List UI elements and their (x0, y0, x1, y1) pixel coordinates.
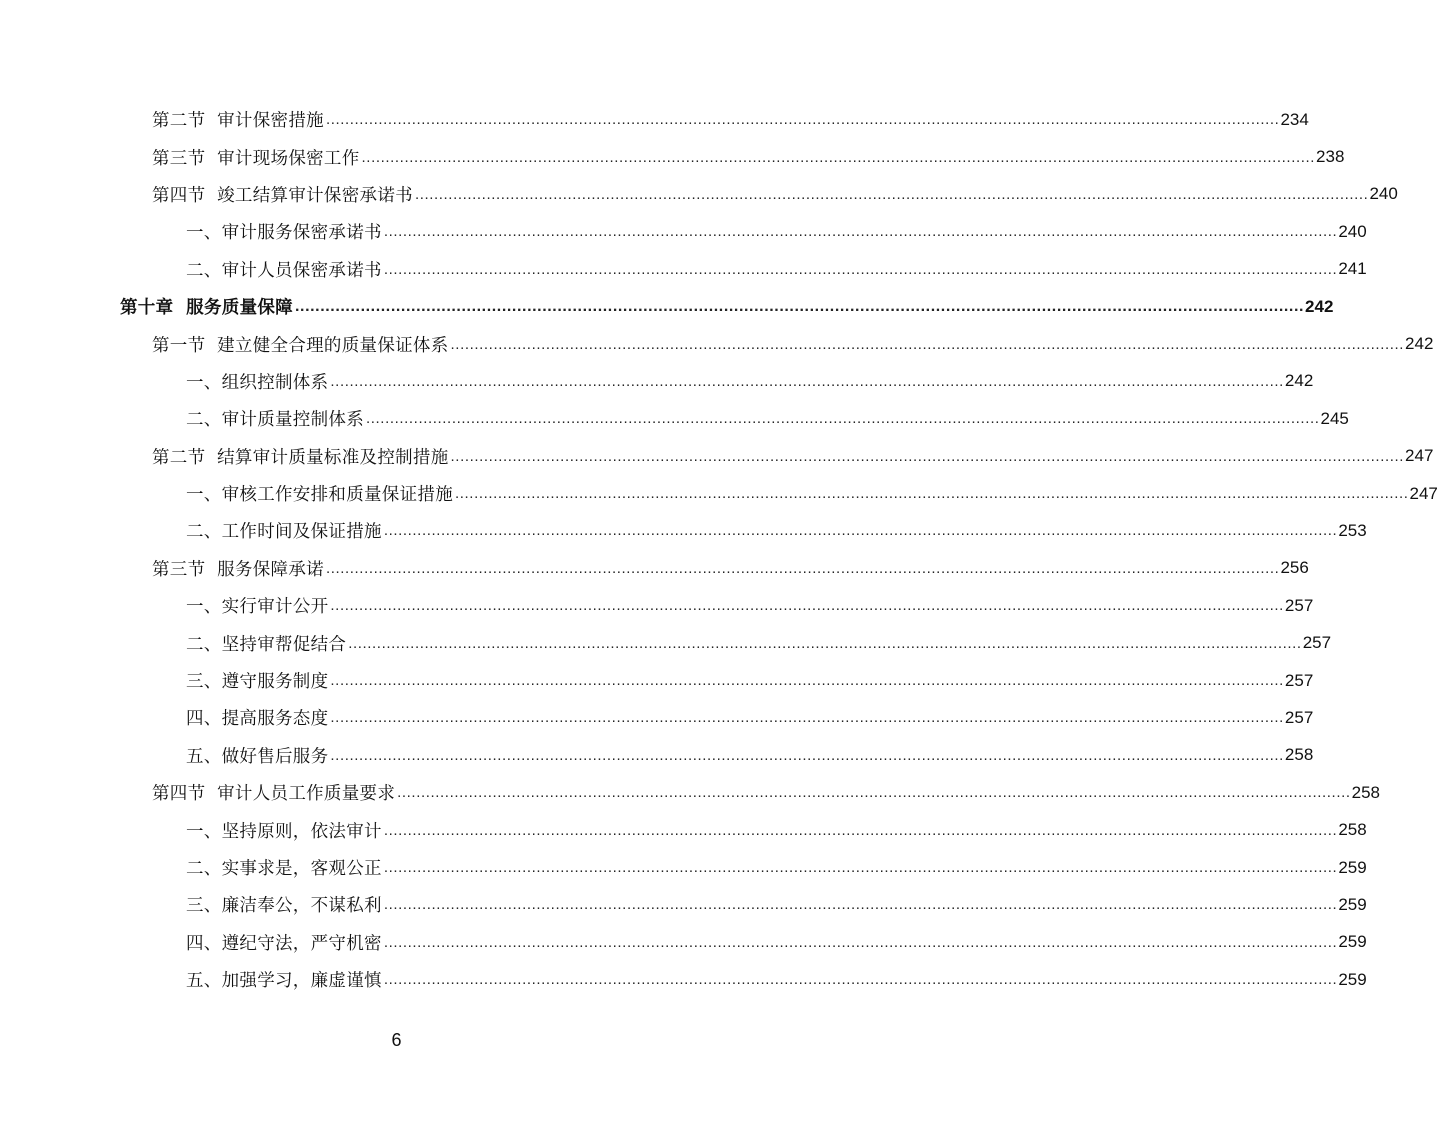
toc-entry-page-number: 257 (1284, 670, 1314, 690)
toc-entry-title: 一、组织控制体系 (186, 372, 329, 393)
toc-entry-title: 三、廉洁奉公，不谋私利 (186, 896, 382, 917)
toc-entry[interactable] (0, 550, 1309, 587)
toc-entry-title: 五、加强学习，廉虚谨慎 (186, 971, 382, 992)
toc-dot-leader: ........................................................................................................................................................................................................ (397, 784, 1351, 802)
toc-entry-page-number: 234 (1280, 109, 1309, 129)
toc-entry[interactable] (0, 176, 1398, 213)
toc-dot-leader: ........................................................................................................................................................................................................ (330, 672, 1284, 690)
toc-dot-leader: ........................................................................................................................................................................................................ (383, 859, 1338, 876)
toc-entry[interactable] (0, 400, 1349, 437)
toc-dot-leader: ........................................................................................................................................................................................................ (383, 971, 1338, 989)
toc-entry-page-number: 247 (1405, 446, 1434, 466)
toc-dot-leader: ........................................................................................................................................................................................................ (366, 410, 1320, 428)
toc-entry-page-number: 240 (1338, 221, 1367, 241)
toc-entry-title: 一、实行审计公开 (186, 597, 329, 618)
toc-entry-title: 第四节 竣工结算审计保密承诺书 (152, 185, 413, 206)
toc-dot-leader: ........................................................................................................................................................................................................ (348, 634, 1302, 652)
toc-entry-title: 第二节 审计保密措施 (152, 111, 324, 132)
toc-dot-leader: ........................................................................................................................................................................................................ (325, 559, 1280, 577)
toc-entry-page-number: 256 (1280, 558, 1309, 578)
toc-entry-title: 第四节 审计人员工作质量要求 (152, 784, 396, 805)
toc-dot-leader: ........................................................................................................................................................................................................ (383, 821, 1338, 839)
toc-dot-leader: ........................................................................................................................................................................................................ (330, 597, 1284, 615)
toc-dot-leader: ........................................................................................................................................................................................................ (383, 522, 1338, 540)
toc-entry-title: 第十章 服务质量保障 (120, 298, 293, 319)
toc-entry-page-number: 259 (1338, 932, 1367, 952)
toc-entry-title: 第三节 审计现场保密工作 (152, 148, 360, 169)
toc-entry-title: 二、审计人员保密承诺书 (186, 260, 382, 281)
toc-dot-leader: ........................................................................................................................................................................................................ (455, 485, 1409, 503)
toc-entry[interactable] (0, 101, 1309, 138)
toc-entry[interactable] (0, 438, 1434, 475)
toc-dot-leader: ........................................................................................................................................................................................................ (294, 297, 1305, 315)
toc-entry[interactable] (0, 512, 1367, 549)
toc-entry-title: 五、做好售后服务 (186, 746, 329, 767)
toc-entry[interactable] (0, 961, 1367, 998)
toc-entry-title: 二、实事求是，客观公正 (186, 859, 382, 879)
toc-dot-leader: ........................................................................................................................................................................................................ (383, 933, 1338, 951)
toc-entry-title: 一、坚持原则，依法审计 (186, 821, 382, 842)
toc-entry-page-number: 242 (1405, 334, 1434, 354)
toc-entry-page-number: 242 (1284, 371, 1314, 391)
toc-entry[interactable] (0, 886, 1367, 923)
toc-dot-leader: ........................................................................................................................................................................................................ (450, 447, 1405, 465)
toc-dot-leader: ........................................................................................................................................................................................................ (361, 148, 1316, 166)
toc-dot-leader: ........................................................................................................................................................................................................ (383, 896, 1338, 914)
toc-entry[interactable] (0, 849, 1367, 886)
toc-entry-page-number: 241 (1338, 259, 1367, 279)
toc-entry[interactable] (0, 699, 1314, 736)
toc-entry-title: 二、工作时间及保证措施 (186, 522, 382, 543)
toc-entry-page-number: 257 (1284, 595, 1314, 615)
toc-dot-leader: ........................................................................................................................................................................................................ (325, 111, 1280, 129)
toc-dot-leader: ........................................................................................................................................................................................................ (383, 260, 1338, 278)
toc-entry-title: 二、审计质量控制体系 (186, 410, 364, 431)
toc-entry-page-number: 258 (1284, 745, 1314, 765)
toc-entry-page-number: 258 (1338, 820, 1367, 840)
toc-entry[interactable] (0, 624, 1332, 661)
toc-entry-title: 第一节 建立健全合理的质量保证体系 (152, 335, 449, 356)
toc-dot-leader: ........................................................................................................................................................................................................ (330, 709, 1284, 727)
toc-entry[interactable] (0, 138, 1345, 175)
toc-entry-page-number: 259 (1338, 894, 1367, 914)
toc-entry[interactable] (0, 213, 1367, 250)
toc-entry[interactable] (0, 587, 1314, 624)
toc-entry-title: 一、审核工作安排和质量保证措施 (186, 485, 453, 506)
toc-dot-leader: ........................................................................................................................................................................................................ (414, 185, 1369, 203)
toc-entry-title: 第三节 服务保障承诺 (152, 559, 324, 580)
toc-entry-page-number: 257 (1284, 707, 1314, 727)
toc-entry-title: 二、坚持审帮促结合 (186, 634, 347, 655)
toc-entry[interactable] (0, 288, 1334, 325)
toc-entry-page-number: 242 (1305, 296, 1334, 316)
page-number: 6 (391, 1030, 402, 1050)
toc-dot-leader: ........................................................................................................................................................................................................ (383, 223, 1338, 241)
toc-entry-title: 三、遵守服务制度 (186, 672, 329, 693)
toc-entry[interactable] (0, 363, 1314, 400)
toc-entry-page-number: 257 (1302, 633, 1332, 653)
toc-entry-page-number: 259 (1338, 969, 1367, 989)
toc-dot-leader: ........................................................................................................................................................................................................ (330, 372, 1284, 390)
toc-entry-page-number: 238 (1316, 147, 1345, 167)
toc-entry-page-number: 240 (1369, 184, 1398, 204)
toc-dot-leader: ........................................................................................................................................................................................................ (450, 335, 1405, 353)
toc-entry-page-number: 253 (1338, 520, 1367, 540)
toc-entry[interactable] (0, 811, 1367, 848)
toc-entry-title: 第二节 结算审计质量标准及控制措施 (152, 447, 449, 468)
table-of-contents (0, 101, 1438, 998)
toc-entry-page-number: 245 (1320, 408, 1349, 428)
toc-entry[interactable] (0, 737, 1314, 774)
toc-entry[interactable] (0, 924, 1367, 961)
toc-entry-title: 四、遵纪守法，严守机密 (186, 933, 382, 954)
toc-entry-page-number: 247 (1409, 483, 1438, 503)
toc-entry-page-number: 259 (1338, 857, 1367, 877)
toc-entry[interactable] (0, 251, 1367, 288)
toc-entry[interactable] (0, 325, 1434, 362)
toc-entry-title: 四、提高服务态度 (186, 709, 329, 730)
toc-dot-leader: ........................................................................................................................................................................................................ (330, 746, 1284, 764)
toc-entry[interactable] (0, 774, 1380, 811)
toc-entry-title: 一、审计服务保密承诺书 (186, 223, 382, 244)
toc-entry[interactable] (0, 475, 1438, 512)
toc-entry[interactable] (0, 662, 1314, 699)
toc-entry-page-number: 258 (1351, 782, 1380, 802)
